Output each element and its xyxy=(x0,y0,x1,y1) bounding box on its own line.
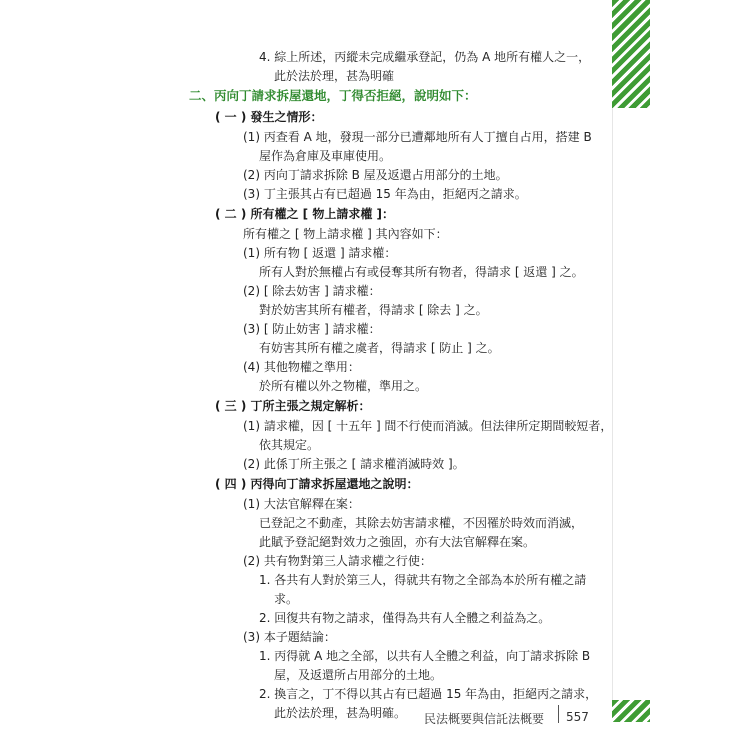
running-footer-title: 民法概要與信託法概要 xyxy=(424,712,545,726)
body-text-line: 2. 回復共有物之請求，僅得為共有人全體之利益為之。 xyxy=(259,611,551,625)
body-text-line: (1) 所有物 [ 返還 ] 請求權： xyxy=(243,246,397,260)
body-text-line: 有妨害其所有權之虞者，得請求 [ 防止 ] 之。 xyxy=(259,341,500,355)
body-text-line: (3) 丁主張其占有已超過 15 年為由，拒絕丙之請求。 xyxy=(243,187,527,201)
body-text-line: 此於法於理，甚為明確 xyxy=(274,69,395,83)
page-number: 557 xyxy=(566,710,589,724)
subsection-heading: ( 三 ) 丁所主張之規定解析： xyxy=(215,399,371,413)
body-text-line: 屋作為倉庫及車庫使用。 xyxy=(259,149,392,163)
body-text-line: 所有權之 [ 物上請求權 ] 其內容如下： xyxy=(243,227,448,241)
body-text-line: 依其規定。 xyxy=(259,438,320,452)
body-text-line: (2) [ 除去妨害 ] 請求權： xyxy=(243,284,381,298)
body-text-line: (1) 丙查看 A 地，發現一部分已遭鄰地所有人丁擅自占用，搭建 B xyxy=(243,130,592,144)
section-heading: 二、丙向丁請求拆屋還地，丁得否拒絕，說明如下： xyxy=(189,88,477,103)
body-text-line: 求。 xyxy=(274,592,299,606)
decorative-stripe-bottom xyxy=(612,700,650,722)
body-text-line: (4) 其他物權之準用： xyxy=(243,360,360,374)
body-text-line: 此於法於理，甚為明確。 xyxy=(274,706,407,720)
body-text-line: (1) 大法官解釋在案： xyxy=(243,497,360,511)
body-text-line: (3) [ 防止妨害 ] 請求權： xyxy=(243,322,381,336)
body-text-line: 4. 綜上所述，丙縱未完成繼承登記，仍為 A 地所有權人之一， xyxy=(259,50,591,64)
body-text-line: 對於妨害其所有權者，得請求 [ 除去 ] 之。 xyxy=(259,303,488,317)
subsection-heading: ( 一 ) 發生之情形： xyxy=(215,110,323,124)
body-text-line: (1) 請求權，因 [ 十五年 ] 間不行使而消滅。但法律所定期間較短者， xyxy=(243,419,613,433)
body-text-line: 1. 各共有人對於第三人，得就共有物之全部為本於所有權之請 xyxy=(259,573,587,587)
subsection-heading: ( 二 ) 所有權之 [ 物上請求權 ]： xyxy=(215,207,395,221)
body-text-line: (2) 共有物對第三人請求權之行使： xyxy=(243,554,432,568)
footer-divider xyxy=(558,705,559,723)
subsection-heading: ( 四 ) 丙得向丁請求拆屋還地之說明： xyxy=(215,477,419,491)
body-text-line: 已登記之不動產，其除去妨害請求權，不因罹於時效而消滅， xyxy=(259,516,584,530)
body-text-line: 此賦予登記絕對效力之強固，亦有大法官解釋在案。 xyxy=(259,535,536,549)
body-text-line: 1. 丙得就 A 地之全部，以共有人全體之利益，向丁請求拆除 B xyxy=(259,649,591,663)
body-text-line: (3) 本子題結論： xyxy=(243,630,336,644)
body-text-line: (2) 此係丁所主張之 [ 請求權消滅時效 ]。 xyxy=(243,457,465,471)
decorative-stripe-top xyxy=(612,0,650,108)
body-text-line: (2) 丙向丁請求拆除 B 屋及返還占用部分的土地。 xyxy=(243,168,508,182)
body-text-line: 屋，及返還所占用部分的土地。 xyxy=(274,668,443,682)
body-text-line: 所有人對於無權占有或侵奪其所有物者，得請求 [ 返還 ] 之。 xyxy=(259,265,584,279)
body-text-line: 2. 換言之，丁不得以其占有已超過 15 年為由，拒絕丙之請求， xyxy=(259,687,598,701)
body-text-line: 於所有權以外之物權，準用之。 xyxy=(259,379,428,393)
